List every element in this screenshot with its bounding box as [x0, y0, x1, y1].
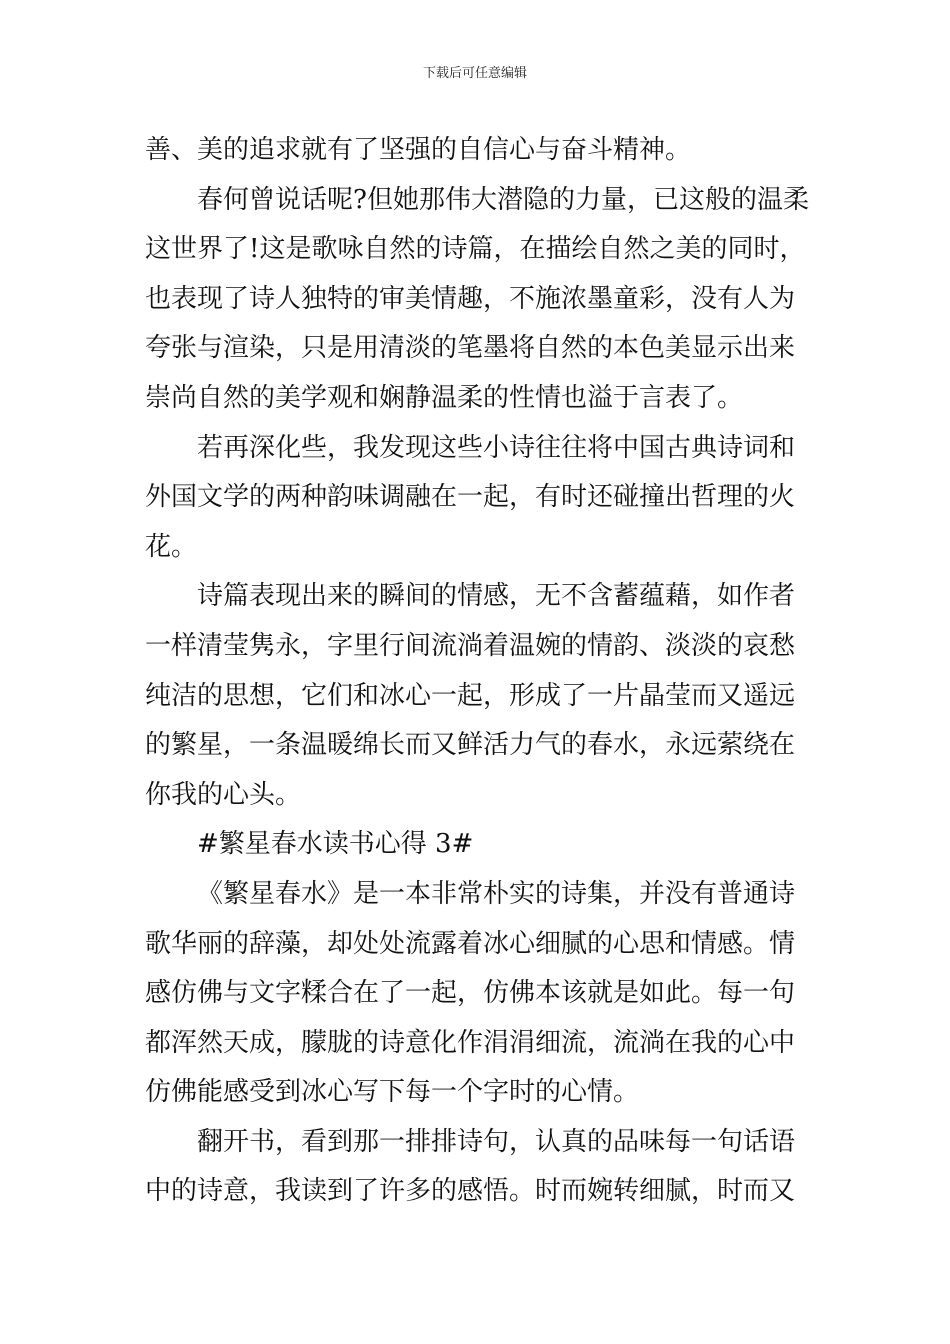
page-header: 下载后可任意编辑 — [422, 66, 527, 81]
text-line: 外国文学的两种韵味调融在一起，有时还碰撞出哲理的火 — [145, 482, 796, 513]
text-line: 感仿佛与文字糅合在了一起，仿佛本该就是如此。每一句 — [145, 978, 796, 1009]
text-line: 也表现了诗人独特的审美情趣，不施浓墨童彩，没有人为 — [145, 283, 796, 314]
text-line: 崇尚自然的美学观和娴静温柔的性情也溢于言表了。 — [145, 382, 744, 413]
text-line: 春何曾说话呢?但她那伟大潜隐的力量，已这般的温柔 — [197, 184, 809, 215]
text-line: 这世界了!这是歌咏自然的诗篇，在描绘自然之美的同时， — [145, 234, 806, 265]
text-line: 若再深化些，我发现这些小诗往往将中国古典诗词和 — [197, 432, 796, 463]
text-line: 翻开书，看到那一排排诗句，认真的品味每一句话语 — [197, 1126, 796, 1157]
text-line: 诗篇表现出来的瞬间的情感，无不含蓄蕴藉，如作者 — [197, 581, 796, 612]
text-line: 中的诗意，我读到了许多的感悟。时而婉转细腻，时而又 — [145, 1176, 796, 1207]
text-line: 纯洁的思想，它们和冰心一起，形成了一片晶莹而又遥远 — [145, 680, 796, 711]
text-line: 你我的心头。 — [145, 779, 302, 810]
text-line: 的繁星，一条温暖绵长而又鲜活力气的春水，永远萦绕在 — [145, 730, 796, 761]
document-body — [145, 126, 810, 1217]
text-line: 仿佛能感受到冰心写下每一个字时的心情。 — [145, 1077, 640, 1108]
text-line: 歌华丽的辞藻，却处处流露着冰心细腻的心思和情感。情 — [145, 928, 796, 959]
text-line: 夸张与渲染，只是用清淡的笔墨将自然的本色美显示出来 — [145, 333, 796, 364]
text-line: 都浑然天成，朦胧的诗意化作涓涓细流，流淌在我的心中 — [145, 1027, 796, 1058]
text-line: #繁星春水读书心得 3# — [197, 829, 474, 860]
text-line: 花。 — [145, 531, 198, 562]
text-line: 《繁星春水》是一本非常朴实的诗集，并没有普通诗 — [197, 878, 796, 909]
text-line: 一样清莹隽永，字里行间流淌着温婉的情韵、淡淡的哀愁 — [145, 630, 796, 661]
text-line: 善、美的追求就有了坚强的自信心与奋斗精神。 — [145, 135, 692, 165]
